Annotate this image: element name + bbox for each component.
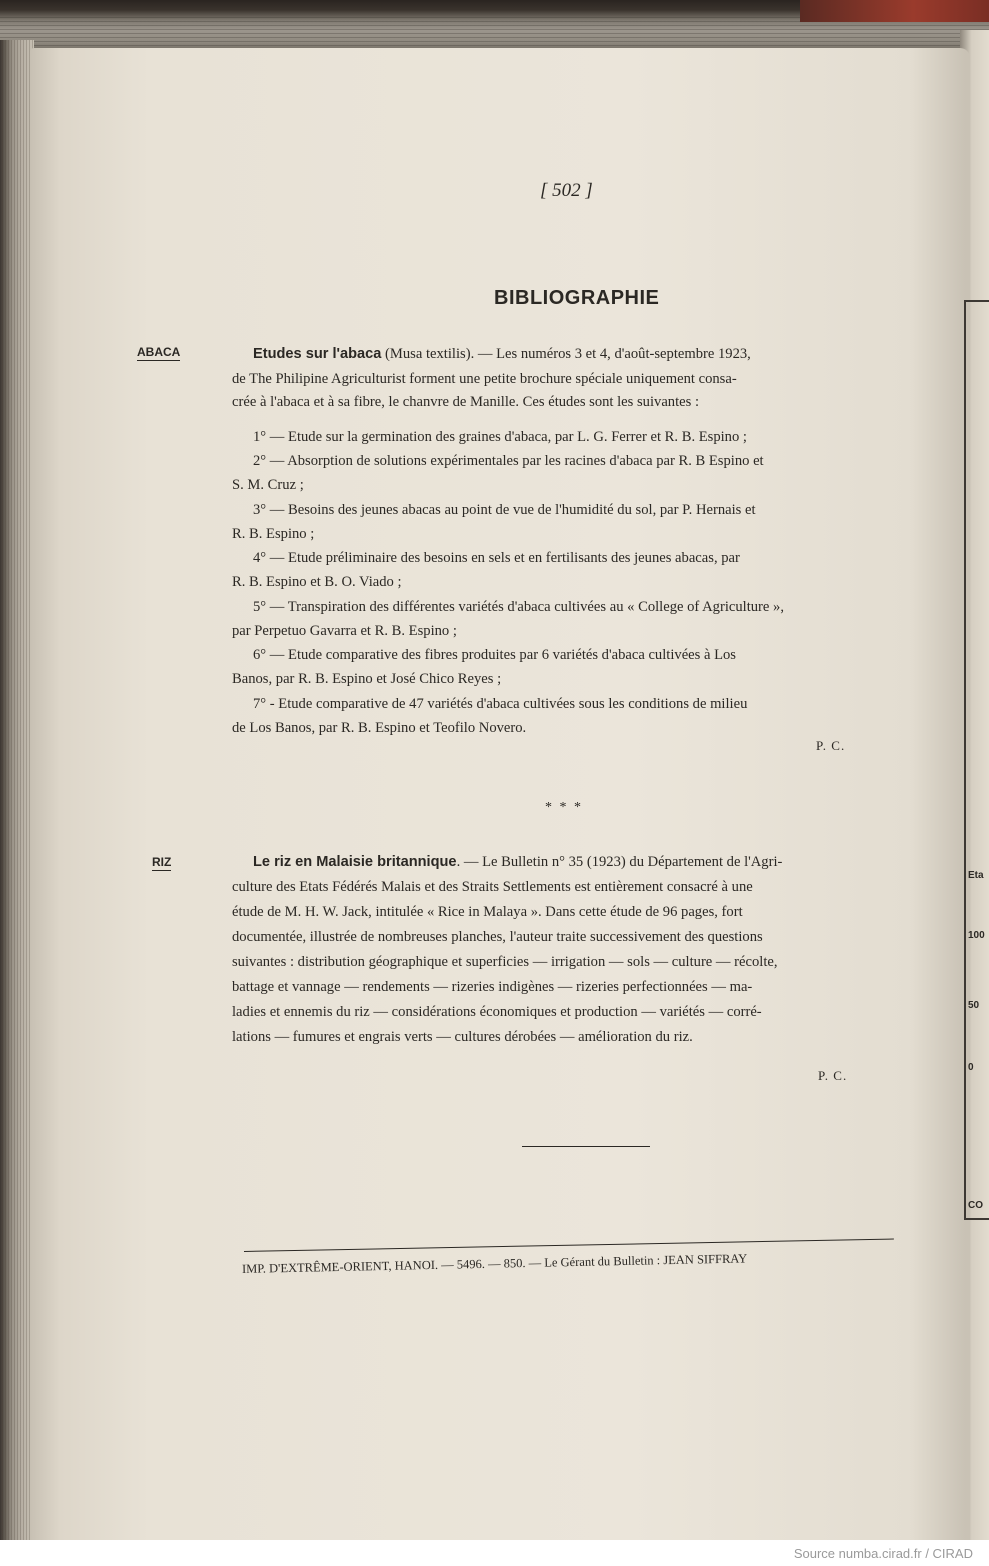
text-line: suivantes : distribution géographique et superficies — irrigation — sols — culture — récolte, xyxy=(232,954,778,970)
margin-label-abaca: ABACA xyxy=(137,345,181,359)
text-line: documentée, illustrée de nombreuses planches, l'auteur traite successivement des questions xyxy=(232,929,763,945)
printer-imprint: IMP. D'EXTRÊME-ORIENT, HANOI. — 5496. — 850. — Le Gérant du Bulletin : JEAN SIFFRAY xyxy=(241,1251,748,1276)
text-line: R. B. Espino et B. O. Viado ; xyxy=(232,574,402,590)
list-item: 2° — Absorption de solutions expérimentales par les racines d'abaca par R. B Espino et xyxy=(253,453,764,469)
text-line: culture des Etats Fédérés Malais et des Straits Settlements est entièrement consacré à une xyxy=(232,879,753,895)
text-line: Banos, par R. B. Espino et José Chico Reyes ; xyxy=(232,671,502,687)
list-item: 1° — Etude sur la germination des graines d'abaca, par L. G. Ferrer et R. B. Espino ; xyxy=(253,429,747,445)
text-line: battage et vannage — rendements — rizeries indigènes — rizeries perfectionnées — ma- xyxy=(232,979,753,995)
list-item: 5° — Transpiration des différentes variétés d'abaca cultivées au « College of Agriculture », xyxy=(253,599,784,615)
list-item: 6° — Etude comparative des fibres produites par 6 variétés d'abaca cultivées à Los xyxy=(253,647,736,663)
text-line: R. B. Espino ; xyxy=(232,526,315,542)
list-item: 4° — Etude préliminaire des besoins en sels et en fertilisants des jeunes abacas, par xyxy=(253,550,740,566)
text-line: crée à l'abaca et à sa fibre, le chanvre de Manille. Ces études sont les suivantes : xyxy=(232,394,700,410)
text-line: lations — fumures et engrais verts — cultures dérobées — amélioration du riz. xyxy=(232,1029,693,1045)
facing-page-fragment: CO xyxy=(968,1200,983,1211)
margin-label-riz: RIZ xyxy=(152,855,172,869)
page-number: [ 502 ] xyxy=(540,180,593,201)
facing-page-fragment: 100 xyxy=(968,930,985,941)
page-stack-lines xyxy=(0,40,34,1540)
entry-title: Etudes sur l'abaca xyxy=(253,346,382,362)
facing-page-fragment: Eta xyxy=(968,870,984,881)
entry-text: (Musa textilis). — Les numéros 3 et 4, d'août-septembre 1923, xyxy=(381,346,751,362)
text-line: ladies et ennemis du riz — considérations économiques et production — variétés — corré- xyxy=(232,1004,762,1020)
list-item: 7° - Etude comparative de 47 variétés d'abaca cultivées sous les conditions de milieu xyxy=(253,696,748,712)
section-separator-stars: * * * xyxy=(545,800,583,815)
facing-page-table-frame xyxy=(964,300,989,1220)
text-line: S. M. Cruz ; xyxy=(232,477,304,493)
facing-page-fragment: 0 xyxy=(968,1062,974,1073)
end-rule xyxy=(522,1146,650,1147)
signature: P. C. xyxy=(816,738,846,753)
signature: P. C. xyxy=(818,1068,848,1083)
printed-page xyxy=(30,48,970,1540)
page-title: BIBLIOGRAPHIE xyxy=(494,287,660,309)
facing-page-fragment: 50 xyxy=(968,1000,980,1011)
list-item: 3° — Besoins des jeunes abacas au point de vue de l'humidité du sol, par P. Hernais et xyxy=(253,502,756,518)
entry-abaca-line-1 xyxy=(253,345,751,363)
text-line: étude de M. H. W. Jack, intitulée « Rice in Malaya ». Dans cette étude de 96 pages, fort xyxy=(232,904,743,920)
text-line: de The Philipine Agriculturist forment une petite brochure spéciale uniquement consa- xyxy=(232,371,737,387)
book-cover-corner xyxy=(800,0,989,22)
source-credit: Source numba.cirad.fr / CIRAD xyxy=(793,1546,973,1561)
entry-riz-line-1 xyxy=(253,853,782,871)
text-line: de Los Banos, par R. B. Espino et Teofilo Novero. xyxy=(232,720,527,736)
text-line: par Perpetuo Gavarra et R. B. Espino ; xyxy=(232,623,457,639)
entry-title: Le riz en Malaisie britannique xyxy=(253,854,457,870)
entry-text: . — Le Bulletin n° 35 (1923) du Département de l'Agri- xyxy=(456,854,783,870)
